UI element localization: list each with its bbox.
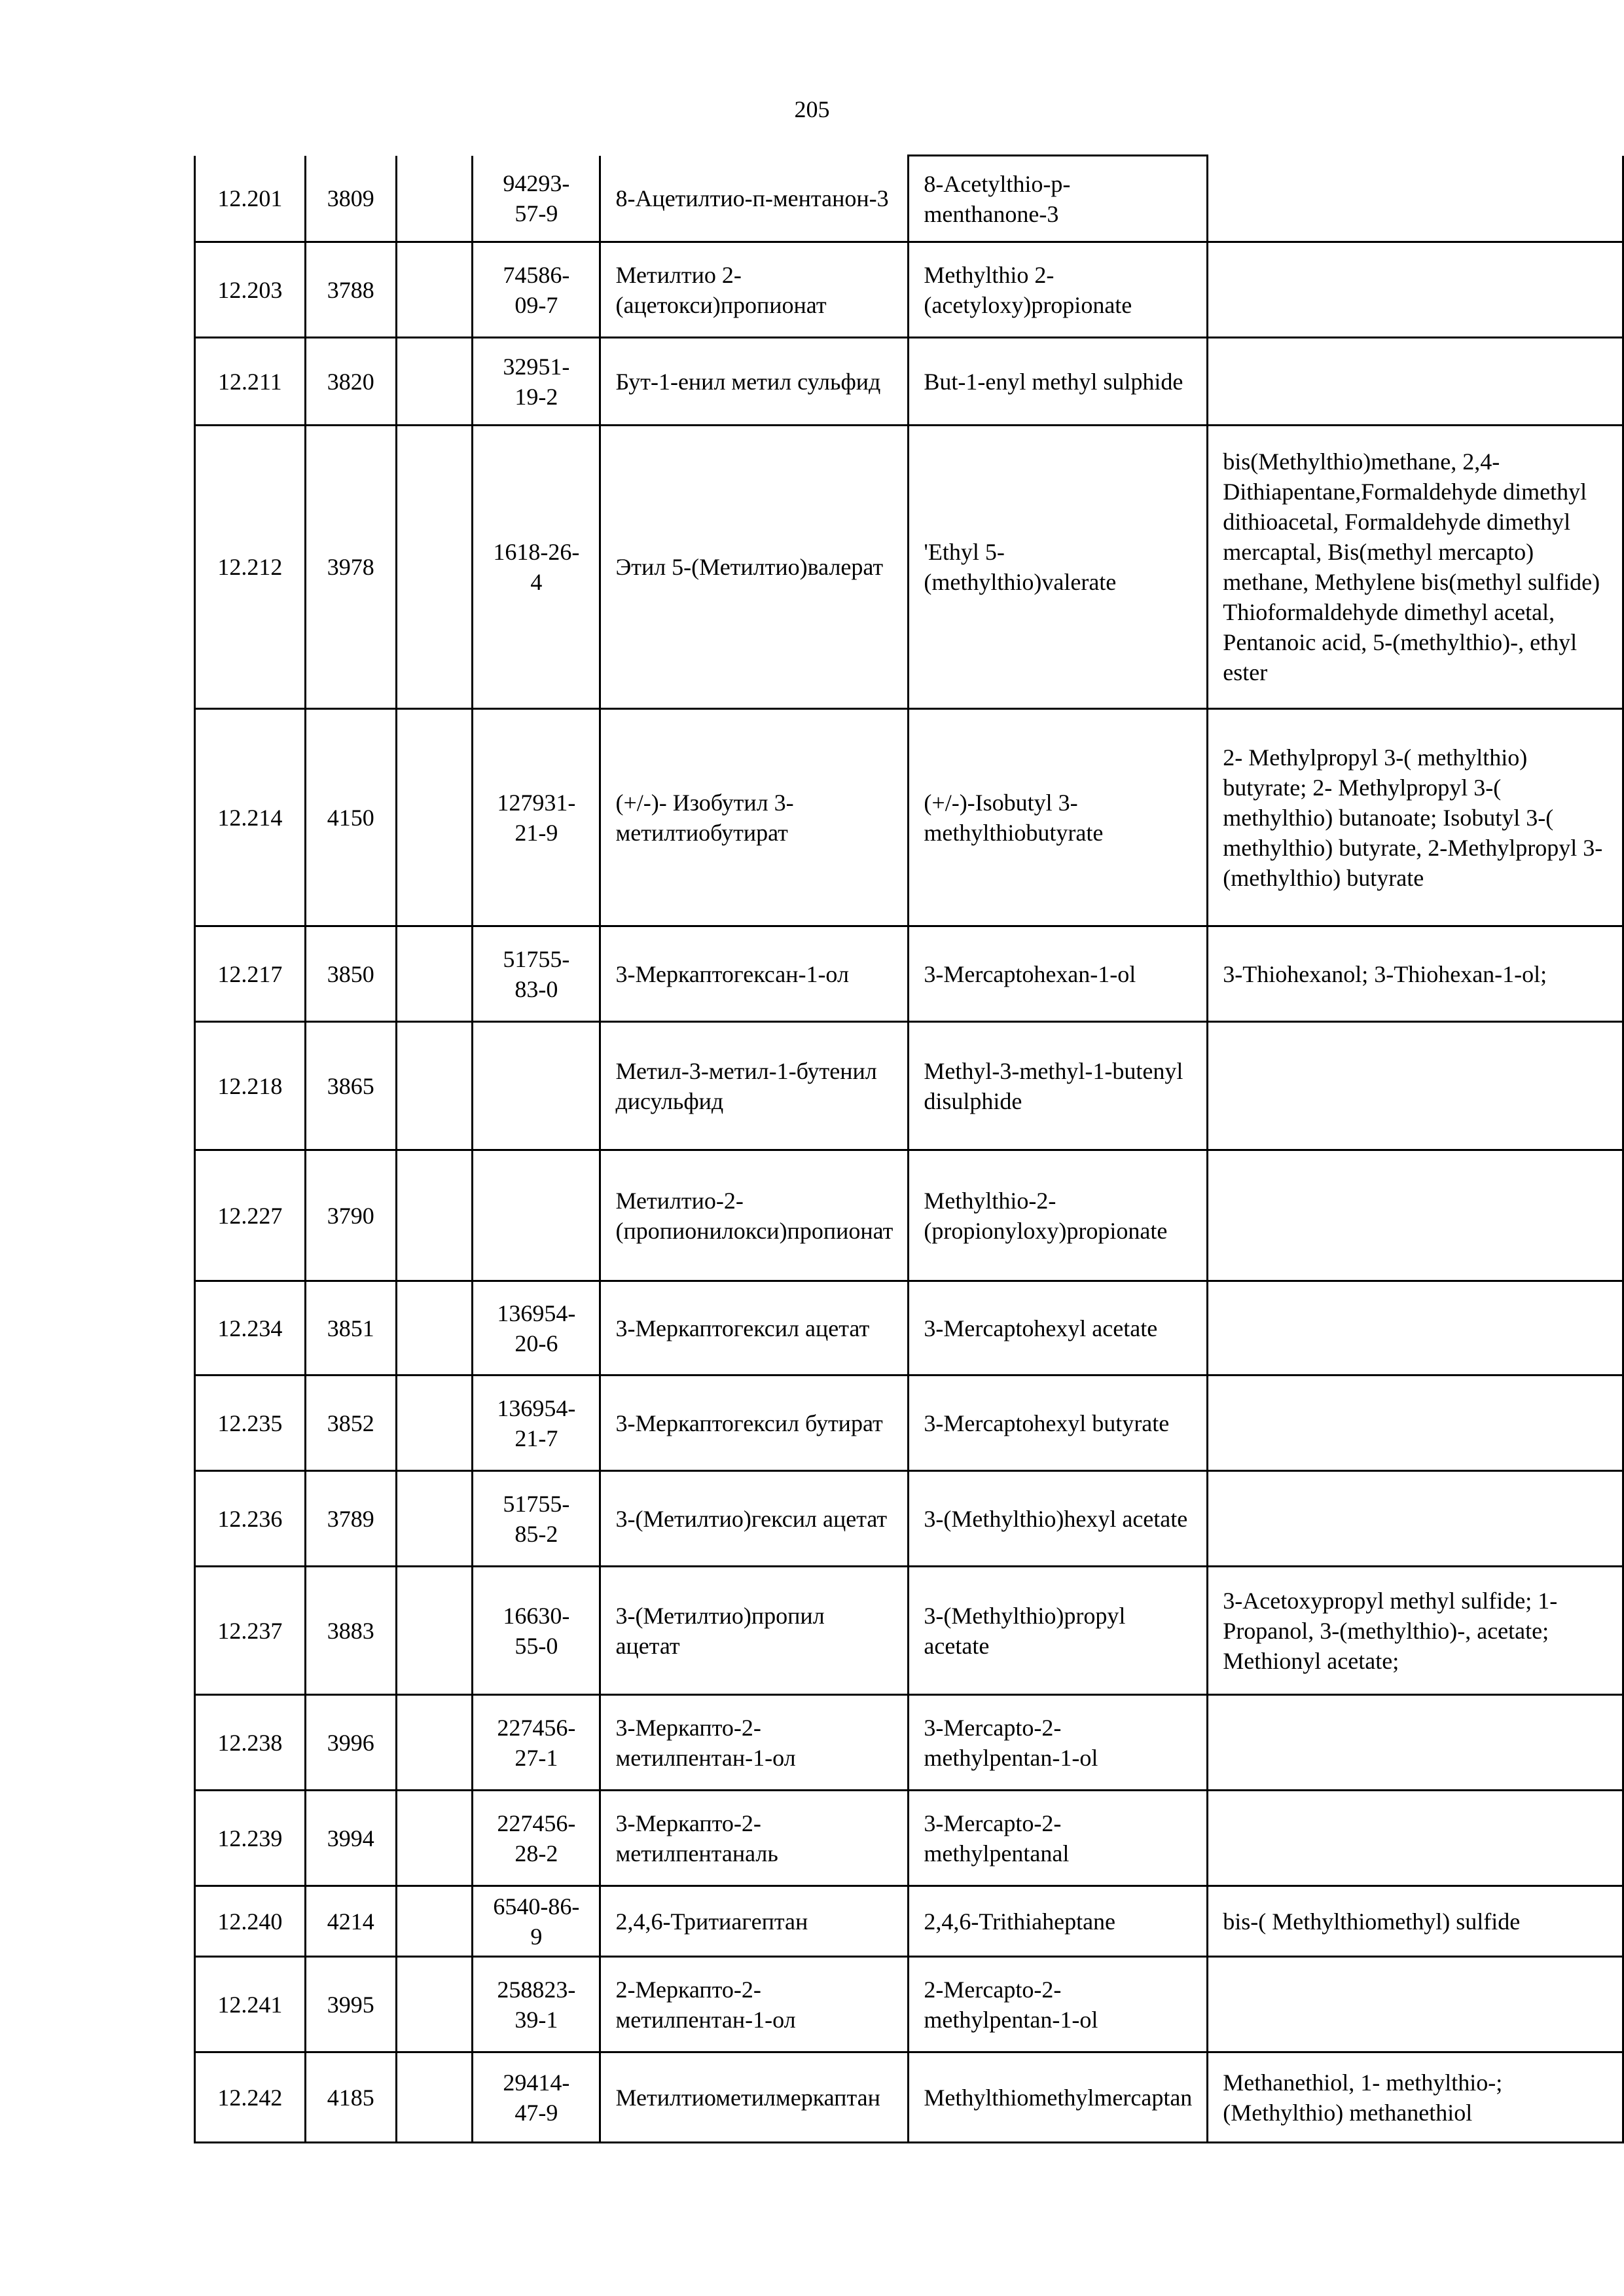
english-name-cell: 3-Mercaptohexyl butyrate: [909, 1376, 1208, 1471]
cas-number-cell: 136954-20-6: [473, 1281, 600, 1376]
fl-code-cell: 4150: [305, 709, 396, 926]
item-number-cell: 12.240: [195, 1886, 306, 1957]
russian-name-cell: Метилтио 2-(ацетокси)пропионат: [600, 242, 909, 338]
synonyms-cell: [1208, 1376, 1623, 1471]
fl-code-cell: 3996: [305, 1695, 396, 1791]
cas-number-cell: 74586-09-7: [473, 242, 600, 338]
item-number-cell: 12.212: [195, 426, 306, 709]
empty-cell: [396, 1150, 473, 1281]
synonyms-cell: [1208, 1281, 1623, 1376]
cas-number-cell: [473, 1150, 600, 1281]
empty-cell: [396, 2052, 473, 2143]
fl-code-cell: 3995: [305, 1957, 396, 2052]
english-name-cell: Methylthio-2-(propionyloxy)propionate: [909, 1150, 1208, 1281]
english-name-cell: 3-Mercapto-2-methylpentan-1-ol: [909, 1695, 1208, 1791]
synonyms-cell: Methanethiol, 1- methylthio-; (Methylthio) methanethiol: [1208, 2052, 1623, 2143]
empty-cell: [396, 156, 473, 242]
empty-cell: [396, 242, 473, 338]
fl-code-cell: 3850: [305, 926, 396, 1022]
table-row: [195, 338, 1623, 426]
english-name-cell: Methylthio 2-(acetyloxy)propionate: [909, 242, 1208, 338]
russian-name-cell: 3-Меркапто-2-метилпентаналь: [600, 1791, 909, 1886]
item-number-cell: 12.237: [195, 1567, 306, 1695]
fl-code-cell: 4214: [305, 1886, 396, 1957]
table-row: [195, 926, 1623, 1022]
russian-name-cell: Метилтиометилмеркаптан: [600, 2052, 909, 2143]
synonyms-cell: bis-( Methylthiomethyl) sulfide: [1208, 1886, 1623, 1957]
russian-name-cell: 3-Меркаптогексил ацетат: [600, 1281, 909, 1376]
table-row: [195, 156, 1623, 242]
empty-cell: [396, 1957, 473, 2052]
table-row: [195, 1886, 1623, 1957]
english-name-cell: 3-(Methylthio)propyl acetate: [909, 1567, 1208, 1695]
table-row: [195, 709, 1623, 926]
empty-cell: [396, 1022, 473, 1150]
russian-name-cell: 8-Ацетилтио-п-ментанон-3: [600, 156, 909, 242]
table-row: [195, 426, 1623, 709]
synonyms-cell: [1208, 338, 1623, 426]
item-number-cell: 12.218: [195, 1022, 306, 1150]
item-number-cell: 12.238: [195, 1695, 306, 1791]
item-number-cell: 12.242: [195, 2052, 306, 2143]
russian-name-cell: 3-Меркаптогексил бутират: [600, 1376, 909, 1471]
english-name-cell: 3-(Methylthio)hexyl acetate: [909, 1471, 1208, 1567]
item-number-cell: 12.236: [195, 1471, 306, 1567]
russian-name-cell: 3-(Метилтио)гексил ацетат: [600, 1471, 909, 1567]
empty-cell: [396, 1695, 473, 1791]
fl-code-cell: 3865: [305, 1022, 396, 1150]
russian-name-cell: (+/-)- Изобутил 3-метилтиобутират: [600, 709, 909, 926]
fl-code-cell: 3820: [305, 338, 396, 426]
empty-cell: [396, 426, 473, 709]
item-number-cell: 12.235: [195, 1376, 306, 1471]
english-name-cell: 2-Mercapto-2-methylpentan-1-ol: [909, 1957, 1208, 2052]
table-row: [195, 1022, 1623, 1150]
synonyms-cell: [1208, 1695, 1623, 1791]
table-row: [195, 1791, 1623, 1886]
english-name-cell: 3-Mercaptohexyl acetate: [909, 1281, 1208, 1376]
item-number-cell: 12.214: [195, 709, 306, 926]
cas-number-cell: 6540-86-9: [473, 1886, 600, 1957]
english-name-cell: 2,4,6-Trithiaheptane: [909, 1886, 1208, 1957]
english-name-cell: 3-Mercaptohexan-1-ol: [909, 926, 1208, 1022]
item-number-cell: 12.234: [195, 1281, 306, 1376]
empty-cell: [396, 1376, 473, 1471]
synonyms-cell: [1208, 156, 1623, 242]
russian-name-cell: 3-Меркаптогексан-1-ол: [600, 926, 909, 1022]
cas-number-cell: 227456-27-1: [473, 1695, 600, 1791]
russian-name-cell: Этил 5-(Метилтио)валерат: [600, 426, 909, 709]
synonyms-cell: [1208, 1150, 1623, 1281]
russian-name-cell: 2-Меркапто-2-метилпентан-1-ол: [600, 1957, 909, 2052]
cas-number-cell: 127931-21-9: [473, 709, 600, 926]
page-number: 205: [794, 96, 830, 122]
item-number-cell: 12.227: [195, 1150, 306, 1281]
cas-number-cell: 32951-19-2: [473, 338, 600, 426]
empty-cell: [396, 338, 473, 426]
item-number-cell: 12.211: [195, 338, 306, 426]
fl-code-cell: 3852: [305, 1376, 396, 1471]
cas-number-cell: 94293-57-9: [473, 156, 600, 242]
item-number-cell: 12.217: [195, 926, 306, 1022]
item-number-cell: 12.203: [195, 242, 306, 338]
flavouring-substances-table: [194, 155, 1624, 2143]
english-name-cell: Methylthiomethylmercaptan: [909, 2052, 1208, 2143]
empty-cell: [396, 1471, 473, 1567]
item-number-cell: 12.241: [195, 1957, 306, 2052]
russian-name-cell: Метил-3-метил-1-бутенил дисульфид: [600, 1022, 909, 1150]
fl-code-cell: 3789: [305, 1471, 396, 1567]
table-row: [195, 2052, 1623, 2143]
empty-cell: [396, 1281, 473, 1376]
table-body: [195, 156, 1623, 2143]
english-name-cell: Methyl-3-methyl-1-butenyl disulphide: [909, 1022, 1208, 1150]
item-number-cell: 12.239: [195, 1791, 306, 1886]
empty-cell: [396, 1886, 473, 1957]
cas-number-cell: 29414-47-9: [473, 2052, 600, 2143]
table-row: [195, 1376, 1623, 1471]
russian-name-cell: 3-Меркапто-2-метилпентан-1-ол: [600, 1695, 909, 1791]
fl-code-cell: 3790: [305, 1150, 396, 1281]
english-name-cell: (+/-)-Isobutyl 3-methylthiobutyrate: [909, 709, 1208, 926]
english-name-cell: 3-Mercapto-2-methylpentanal: [909, 1791, 1208, 1886]
english-name-cell: 8-Acetylthio-p-menthanone-3: [909, 156, 1208, 242]
table-row: [195, 1567, 1623, 1695]
cas-number-cell: 51755-83-0: [473, 926, 600, 1022]
table-row: [195, 1471, 1623, 1567]
fl-code-cell: 3978: [305, 426, 396, 709]
synonyms-cell: 2- Methylpropyl 3-( methylthio) butyrate; 2- Methylpropyl 3-( methylthio) butanoate; Isobutyl 3-( methylthio) butyrate, 2-Methylpropyl 3-(methylthio) butyrate: [1208, 709, 1623, 926]
english-name-cell: 'Ethyl 5-(methylthio)valerate: [909, 426, 1208, 709]
empty-cell: [396, 926, 473, 1022]
empty-cell: [396, 1567, 473, 1695]
synonyms-cell: [1208, 242, 1623, 338]
table-row: [195, 1695, 1623, 1791]
fl-code-cell: 3883: [305, 1567, 396, 1695]
cas-number-cell: 136954-21-7: [473, 1376, 600, 1471]
synonyms-cell: [1208, 1022, 1623, 1150]
fl-code-cell: 3809: [305, 156, 396, 242]
fl-code-cell: 3851: [305, 1281, 396, 1376]
cas-number-cell: 16630-55-0: [473, 1567, 600, 1695]
table-row: [195, 1957, 1623, 2052]
synonyms-cell: 3-Thiohexanol; 3-Thiohexan-1-ol;: [1208, 926, 1623, 1022]
russian-name-cell: 3-(Метилтио)пропил ацетат: [600, 1567, 909, 1695]
cas-number-cell: [473, 1022, 600, 1150]
russian-name-cell: Бут-1-енил метил сульфид: [600, 338, 909, 426]
empty-cell: [396, 709, 473, 926]
cas-number-cell: 227456-28-2: [473, 1791, 600, 1886]
english-name-cell: But-1-enyl methyl sulphide: [909, 338, 1208, 426]
synonyms-cell: [1208, 1471, 1623, 1567]
table-row: [195, 1281, 1623, 1376]
synonyms-cell: bis(Methylthio)methane, 2,4-Dithiapentane,Formaldehyde dimethyl dithioacetal, Formaldehyde dimethyl mercaptal, Bis(methyl mercapto) methane, Methylene bis(methyl sulfide) Thioformaldehyde dimethyl acetal, Pentanoic acid, 5-(methylthio)-, ethyl ester: [1208, 426, 1623, 709]
synonyms-cell: [1208, 1957, 1623, 2052]
item-number-cell: 12.201: [195, 156, 306, 242]
cas-number-cell: 1618-26-4: [473, 426, 600, 709]
fl-code-cell: 4185: [305, 2052, 396, 2143]
fl-code-cell: 3994: [305, 1791, 396, 1886]
cas-number-cell: 51755-85-2: [473, 1471, 600, 1567]
cas-number-cell: 258823-39-1: [473, 1957, 600, 2052]
russian-name-cell: 2,4,6-Тритиагептан: [600, 1886, 909, 1957]
table-row: [195, 242, 1623, 338]
synonyms-cell: 3-Acetoxypropyl methyl sulfide; 1-Propanol, 3-(methylthio)-, acetate; Methionyl acetate;: [1208, 1567, 1623, 1695]
synonyms-cell: [1208, 1791, 1623, 1886]
empty-cell: [396, 1791, 473, 1886]
table-row: [195, 1150, 1623, 1281]
fl-code-cell: 3788: [305, 242, 396, 338]
russian-name-cell: Метилтио-2-(пропионилокси)пропионат: [600, 1150, 909, 1281]
